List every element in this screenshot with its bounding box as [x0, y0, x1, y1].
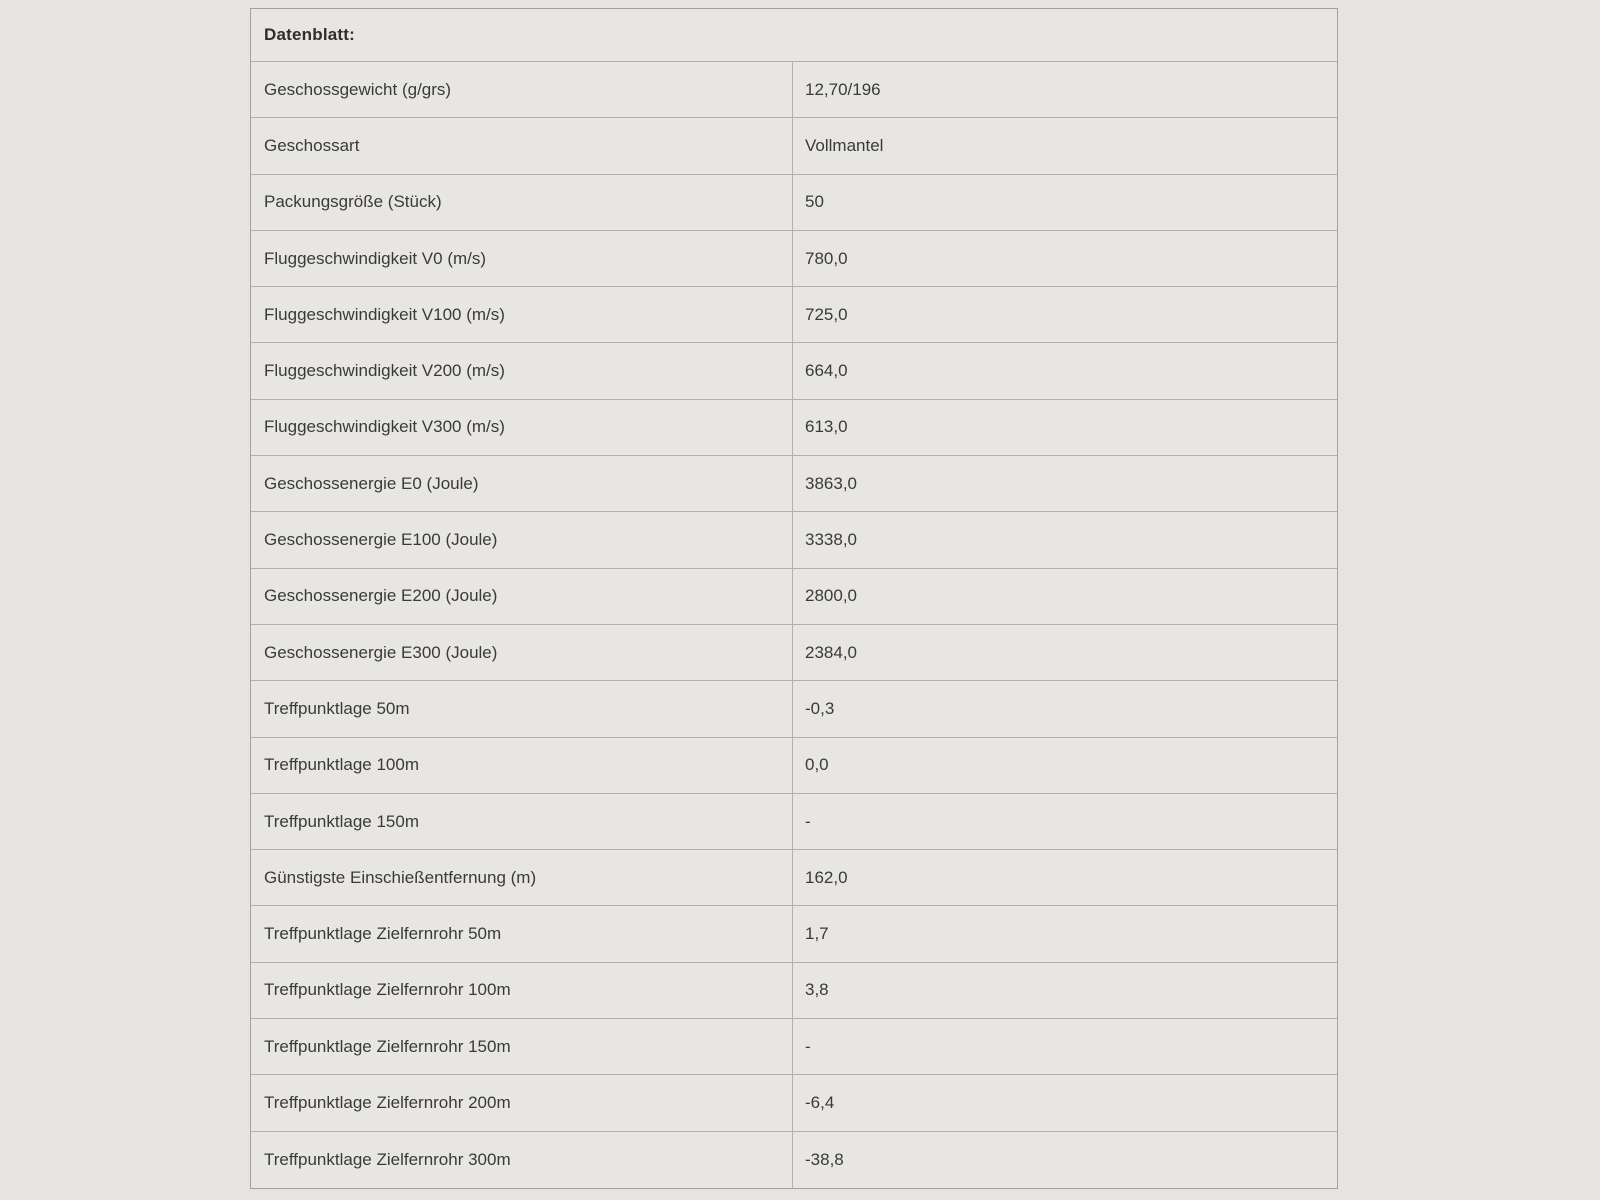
table-row: [251, 963, 1337, 1019]
row-label: Treffpunktlage Zielfernrohr 200m: [251, 1075, 793, 1130]
row-label: Fluggeschwindigkeit V0 (m/s): [251, 231, 793, 286]
datasheet-body: [251, 62, 1337, 1188]
row-value: 0,0: [805, 755, 829, 775]
table-row: [251, 343, 1337, 399]
table-row: [251, 681, 1337, 737]
table-row: [251, 231, 1337, 287]
datasheet-header-row: [251, 9, 1337, 62]
table-row: [251, 456, 1337, 512]
row-label: Treffpunktlage 150m: [251, 794, 793, 849]
table-row: [251, 287, 1337, 343]
row-label: Geschossgewicht (g/grs): [251, 62, 793, 117]
table-row: [251, 850, 1337, 906]
table-row: [251, 625, 1337, 681]
table-row: [251, 1019, 1337, 1075]
table-row: [251, 738, 1337, 794]
row-label: Günstigste Einschießentfernung (m): [251, 850, 793, 905]
row-value: 725,0: [805, 304, 848, 324]
row-value: 780,0: [805, 248, 848, 268]
table-row: [251, 118, 1337, 174]
row-value: 162,0: [805, 867, 848, 887]
row-value: 3,8: [805, 980, 829, 1000]
row-label: Treffpunktlage Zielfernrohr 100m: [251, 963, 793, 1018]
row-label: Treffpunktlage 50m: [251, 681, 793, 736]
row-value: 613,0: [805, 417, 848, 437]
row-label: Fluggeschwindigkeit V300 (m/s): [251, 400, 793, 455]
row-value: -38,8: [805, 1149, 844, 1169]
row-label: Geschossenergie E300 (Joule): [251, 625, 793, 680]
row-value: 664,0: [805, 361, 848, 381]
row-label: Treffpunktlage 100m: [251, 738, 793, 793]
table-row: [251, 512, 1337, 568]
row-value: 3863,0: [805, 473, 857, 493]
table-row: [251, 906, 1337, 962]
row-value: -: [805, 1036, 811, 1056]
row-label: Geschossenergie E100 (Joule): [251, 512, 793, 567]
row-value: 50: [805, 192, 824, 212]
table-row: [251, 400, 1337, 456]
row-value: 12,70/196: [805, 79, 881, 99]
row-value: 2384,0: [805, 642, 857, 662]
row-label: Treffpunktlage Zielfernrohr 300m: [251, 1132, 793, 1188]
row-label: Geschossenergie E200 (Joule): [251, 569, 793, 624]
datasheet-table: [250, 8, 1338, 1189]
row-label: Geschossenergie E0 (Joule): [251, 456, 793, 511]
table-row: [251, 794, 1337, 850]
table-row: [251, 1075, 1337, 1131]
datasheet-title: Datenblatt:: [264, 25, 355, 44]
row-value: -: [805, 811, 811, 831]
row-value: 1,7: [805, 924, 829, 944]
row-label: Treffpunktlage Zielfernrohr 150m: [251, 1019, 793, 1074]
row-value: -0,3: [805, 698, 835, 718]
row-label: Treffpunktlage Zielfernrohr 50m: [251, 906, 793, 961]
table-row: [251, 1132, 1337, 1188]
row-value: 2800,0: [805, 586, 857, 606]
row-value: -6,4: [805, 1092, 835, 1112]
table-row: [251, 569, 1337, 625]
row-label: Fluggeschwindigkeit V100 (m/s): [251, 287, 793, 342]
row-label: Packungsgröße (Stück): [251, 175, 793, 230]
table-row: [251, 175, 1337, 231]
row-label: Geschossart: [251, 118, 793, 173]
table-row: [251, 62, 1337, 118]
row-label: Fluggeschwindigkeit V200 (m/s): [251, 343, 793, 398]
row-value: 3338,0: [805, 530, 857, 550]
row-value: Vollmantel: [805, 135, 884, 155]
